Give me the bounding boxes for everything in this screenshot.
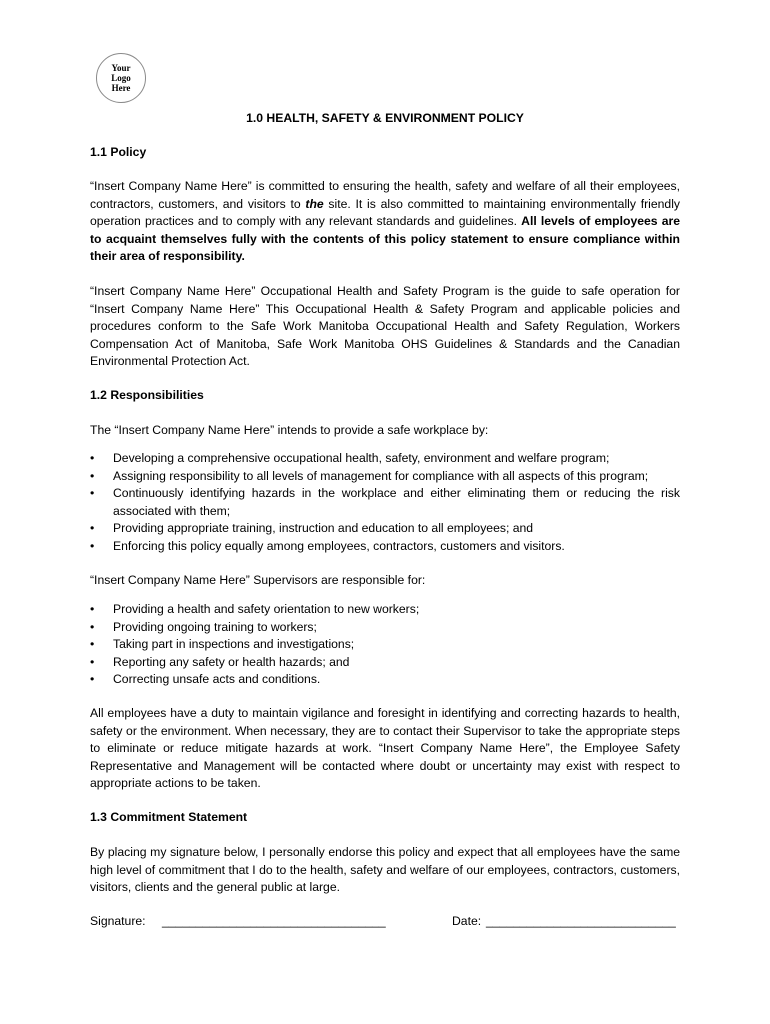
list-item: • Providing a health and safety orientation to new workers;	[90, 601, 680, 619]
list-item: • Assigning responsibility to all levels of management for compliance with all aspects of this program;	[90, 468, 680, 486]
logo-line: Logo	[111, 73, 131, 83]
list-item: • Continuously identifying hazards in the workplace and either eliminating them or reducing the risk associated with them;	[90, 485, 680, 520]
supervisors-intro: “Insert Company Name Here” Supervisors are responsible for:	[90, 573, 426, 587]
policy-p1-text-b: site. It is also committed to maintaining environmentally friendly operation practices and to comply with any relevant standards and guidelines.	[90, 196, 680, 229]
policy-p1-emphasis: the	[305, 196, 324, 211]
responsibilities-intro: The “Insert Company Name Here” intends to provide a safe workplace by:	[90, 423, 489, 437]
company-logo-placeholder	[96, 53, 146, 103]
date-label: Date:	[452, 914, 485, 928]
list-item: • Reporting any safety or health hazards; and	[90, 654, 680, 672]
commitment-heading: 1.3 Commitment Statement	[90, 810, 248, 824]
signature-line[interactable]: _________________________________	[162, 914, 386, 928]
signature-label: Signature:	[90, 914, 146, 928]
logo-line: Your	[111, 63, 131, 73]
list-item: • Correcting unsafe acts and conditions.	[90, 671, 680, 689]
policy-paragraph-1	[90, 178, 680, 266]
policy-p1-bold-statement: All levels of employees are to acquaint themselves fully with the contents of this policy statement to ensure compliance within their area of responsibility.	[90, 214, 680, 264]
list-item: • Enforcing this policy equally among employees, contractors, customers and visitors.	[90, 538, 680, 556]
list-item: • Providing ongoing training to workers;	[90, 619, 680, 637]
commitment-paragraph: By placing my signature below, I personally endorse this policy and expect that all employees have the same high level of commitment that I do to the health, safety and welfare of our employees, contractors, customers, visitors, clients and the general public at large.	[90, 845, 680, 895]
document-title: 1.0 HEALTH, SAFETY & ENVIRONMENT POLICY	[246, 111, 524, 125]
list-item: • Providing appropriate training, instruction and education to all employees; and	[90, 520, 680, 538]
employees-duty-paragraph: All employees have a duty to maintain vigilance and foresight in identifying and correcting hazards to health, safety or the environment. When necessary, they are to contact their Supervisor to take the appropriate steps to eliminate or reduce mitigate hazards at work. “Insert Company Name Here”, the Employee Safety Representative and Management will be contacted where doubt or uncertainty may exist with respect to appropriate actions to be taken.	[90, 706, 680, 791]
date-line[interactable]: ____________________________	[486, 914, 676, 928]
responsibilities-heading: 1.2 Responsibilities	[90, 388, 204, 402]
list-item: • Developing a comprehensive occupational health, safety, environment and welfare program;	[90, 450, 680, 468]
company-responsibilities-list	[90, 450, 680, 556]
policy-p1-text-a: “Insert Company Name Here” is committed to ensuring the health, safety and welfare of all their employees, contractors, customers, and visitors to	[90, 179, 680, 211]
policy-paragraph-2: “Insert Company Name Here” Occupational Health and Safety Program is the guide to safe operation for “Insert Company Name Here” This Occupational Health & Safety Program and applicable policies and procedures conform to the Safe Work Manitoba Occupational Health and Safety Regulation, Workers Compensation Act of Manitoba, Safe Work Manitoba OHS Guidelines & Standards and the Canadian Environmental Protection Act.	[90, 284, 680, 369]
logo-line: Here	[111, 83, 131, 93]
policy-heading: 1.1 Policy	[90, 145, 147, 159]
supervisor-responsibilities-list	[90, 601, 680, 689]
list-item: • Taking part in inspections and investigations;	[90, 636, 680, 654]
